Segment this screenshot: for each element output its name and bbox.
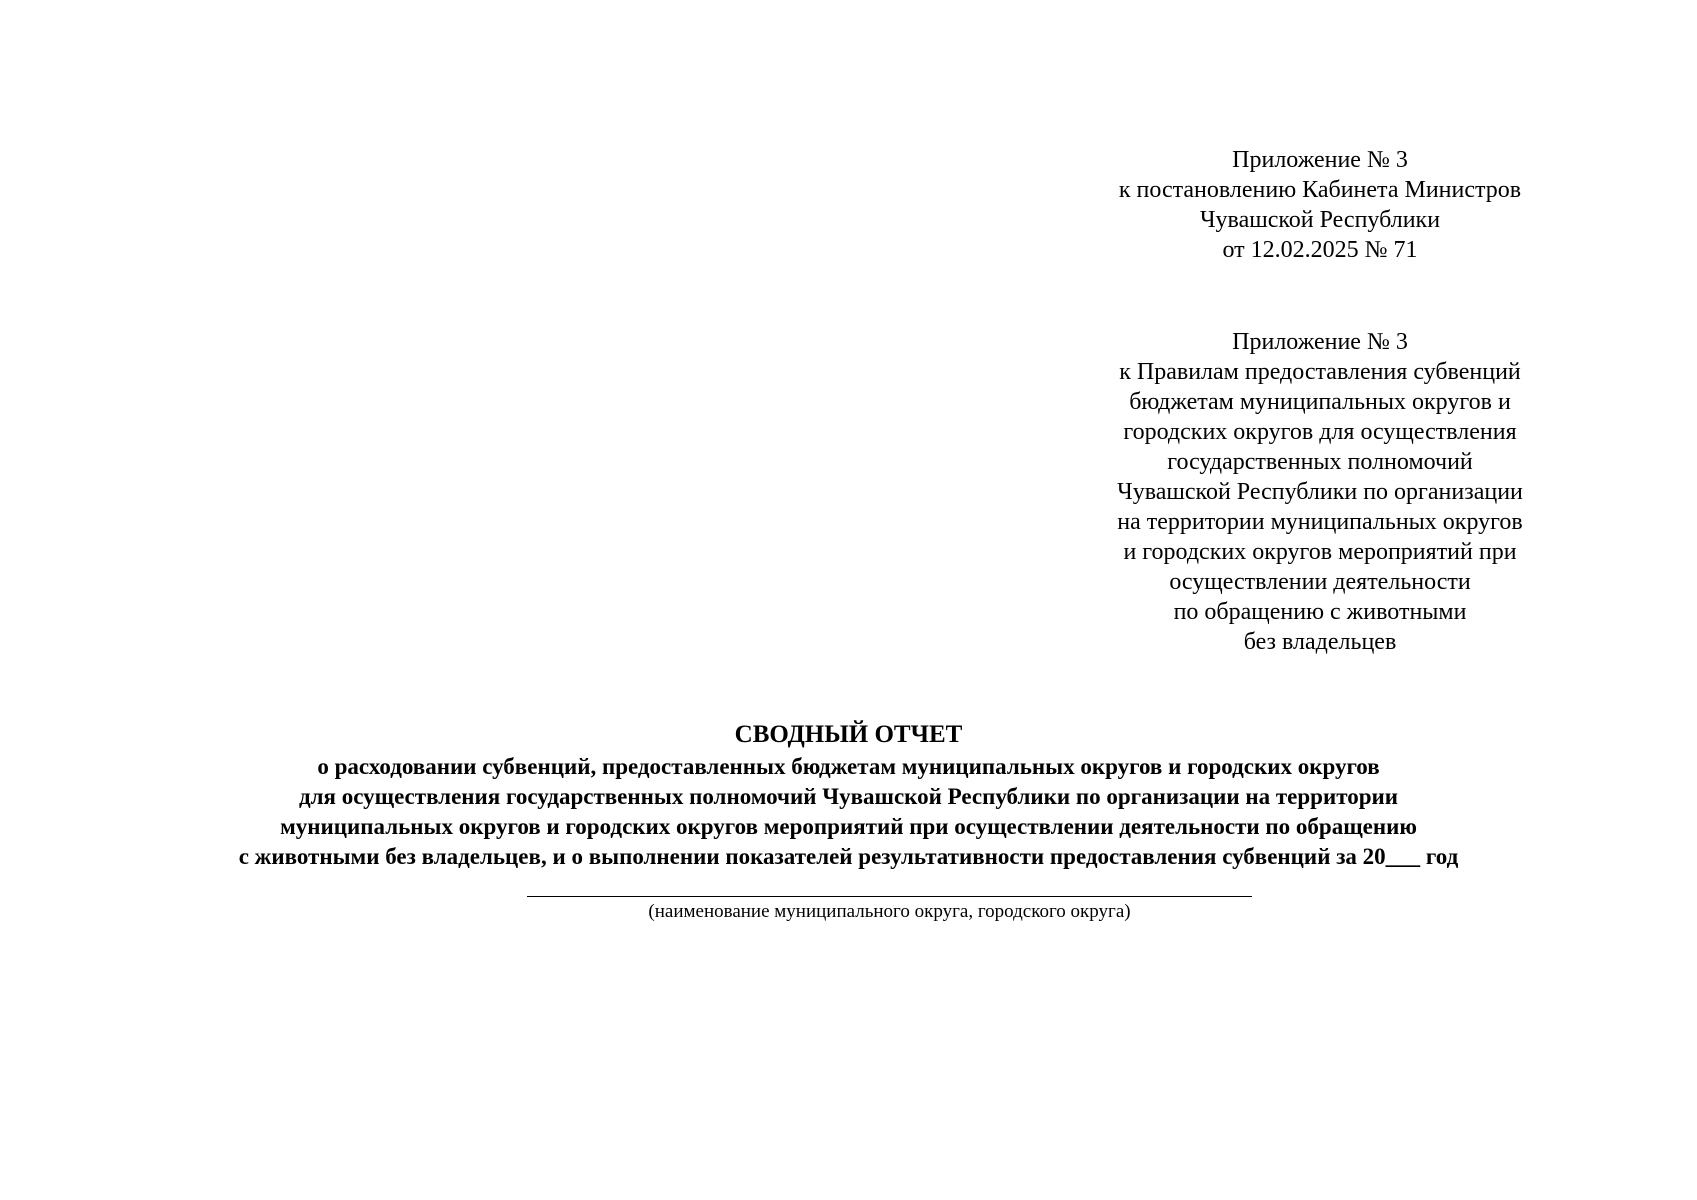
appendix-resolution-header — [1080, 145, 1560, 265]
appendix-resolution-line: Приложение № 3 — [1232, 147, 1408, 173]
appendix-resolution-line: к постановлению Кабинета Министров — [1118, 177, 1522, 203]
appendix-rules-line: государственных полномочий — [1167, 449, 1473, 475]
report-title-block — [0, 720, 1697, 872]
municipality-name-caption: (наименование муниципального округа, городского округа) — [648, 901, 1131, 922]
appendix-resolution-line: Чувашской Республики — [1199, 207, 1441, 233]
report-subtitle-line: с животными без владельцев, и о выполнении показателей результативности предоставления субвенций за 20___ год — [238, 844, 1459, 869]
municipality-name-underline — [527, 896, 1252, 897]
report-title: СВОДНЫЙ ОТЧЕТ — [734, 721, 963, 748]
report-subtitle-line: о расходовании субвенций, предоставленных бюджетам муниципальных округов и городских округов — [317, 754, 1380, 779]
appendix-rules-line: Приложение № 3 — [1232, 329, 1408, 355]
appendix-rules-line: бюджетам муниципальных округов и — [1129, 389, 1511, 415]
report-subtitle-line: для осуществления государственных полномочий Чувашской Республики по организации на территории — [299, 784, 1398, 809]
appendix-rules-line: на территории муниципальных округов — [1117, 509, 1523, 535]
appendix-rules-header — [1080, 327, 1560, 657]
report-subtitle-line: муниципальных округов и городских округов мероприятий при осуществлении деятельности по обращению — [280, 814, 1417, 839]
appendix-rules-line: по обращению с животными — [1173, 599, 1467, 625]
appendix-rules-line: и городских округов мероприятий при — [1123, 539, 1517, 565]
appendix-rules-line: к Правилам предоставления субвенций — [1119, 359, 1521, 385]
appendix-resolution-line: от 12.02.2025 № 71 — [1222, 237, 1418, 263]
appendix-rules-line: без владельцев — [1243, 629, 1397, 655]
appendix-rules-line: городских округов для осуществления — [1123, 419, 1517, 445]
appendix-rules-line: осуществлении деятельности — [1169, 569, 1471, 595]
municipality-name-field — [527, 896, 1252, 925]
appendix-rules-line: Чувашской Республики по организации — [1117, 479, 1523, 505]
